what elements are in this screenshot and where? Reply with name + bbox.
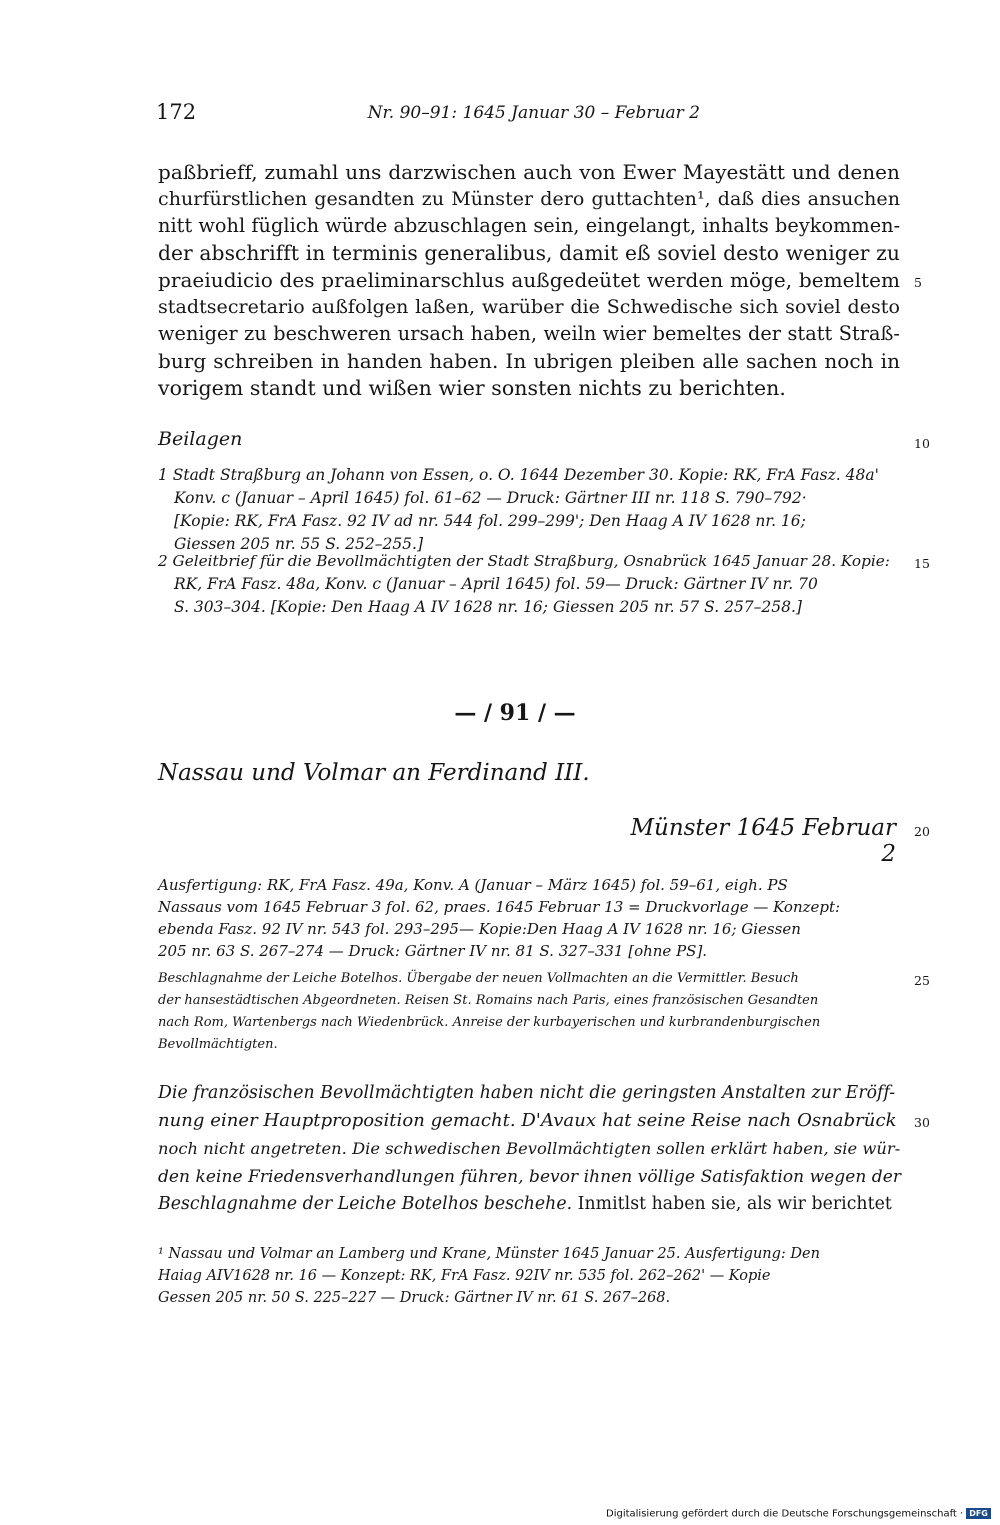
- ausfertigung-line: 205 nr. 63 S. 267–274 — Druck: Gärtner IV nr. 81 S. 327–331 [ohne PS].: [158, 942, 708, 960]
- line-number-15: 15: [914, 556, 930, 571]
- ausfertigung-line: ebenda Fasz. 92 IV nr. 543 fol. 293–295— Kopie:Den Haag A IV 1628 nr. 16; Giessen: [158, 920, 801, 938]
- line-number-20: 20: [914, 824, 930, 839]
- regest-line: Bevollmächtigten.: [158, 1037, 278, 1052]
- beilagen-line: 1 Stadt Straßburg an Johann von Essen, o. O. 1644 Dezember 30. Kopie: RK, FrA Fasz. 48a': [158, 466, 879, 484]
- footnote-line: Haiag AIV1628 nr. 16 — Konzept: RK, FrA Fasz. 92IV nr. 535 fol. 262–262' — Kopie: [158, 1268, 771, 1284]
- regest-line: der hansestädtischen Abgeordneten. Reisen St. Romains nach Paris, eines französischen Gesandten: [158, 993, 819, 1008]
- summary-line: noch nicht angetreten. Die schwedischen Bevollmächtigten sollen erklärt haben, sie wür-: [158, 1139, 901, 1158]
- line-number-30: 30: [914, 1115, 930, 1130]
- body-line: churfürstlichen gesandten zu Münster dero guttachten¹, daß dies ansuchen: [158, 188, 900, 210]
- body-line: vorigem standt und wißen wier sonsten nichts zu berichten.: [158, 376, 786, 400]
- line-number-25: 25: [914, 973, 930, 988]
- ausfertigung-line: Ausfertigung: RK, FrA Fasz. 49a, Konv. A (Januar – März 1645) fol. 59–61, eigh. PS: [158, 876, 788, 894]
- summary-italic-part: Beschlagnahme der Leiche Botelhos beschehe.: [158, 1194, 573, 1214]
- document-title: Nassau und Volmar an Ferdinand III.: [158, 760, 590, 786]
- beilagen-heading: Beilagen: [158, 428, 243, 450]
- beilagen-line: RK, FrA Fasz. 48a, Konv. c (Januar – April 1645) fol. 59— Druck: Gärtner IV nr. 70: [174, 575, 818, 593]
- dfg-logo: DFG: [966, 1508, 991, 1519]
- footnote-line: ¹ Nassau und Volmar an Lamberg und Krane, Münster 1645 Januar 25. Ausfertigung: Den: [158, 1246, 820, 1262]
- beilagen-line: Giessen 205 nr. 55 S. 252–255.]: [174, 535, 424, 553]
- summary-line: nung einer Hauptproposition gemacht. D'Avaux hat seine Reise nach Osnabrück: [158, 1110, 897, 1131]
- credit-text: Digitalisierung gefördert durch die Deutsche Forschungsgemeinschaft ·: [606, 1508, 964, 1520]
- body-line: nitt wohl füglich würde abzuschlagen sein, eingelangt, inhalts beykommen-: [158, 214, 901, 237]
- document-number: — / 91 / —: [454, 700, 576, 726]
- summary-line: den keine Friedensverhandlungen führen, bevor ihnen völlige Satisfaktion wegen der: [158, 1167, 902, 1187]
- summary-line-last: [158, 1191, 900, 1217]
- regest-line: Beschlagnahme der Leiche Botelhos. Übergabe der neuen Vollmachten an die Vermittler. Besuch: [158, 971, 799, 986]
- ausfertigung-line: Nassaus vom 1645 Februar 3 fol. 62, praes. 1645 Februar 13 = Druckvorlage — Konzept:: [158, 898, 841, 916]
- line-number-10: 10: [914, 436, 930, 451]
- beilagen-line: Konv. c (Januar – April 1645) fol. 61–62 — Druck: Gärtner III nr. 118 S. 790–792·: [174, 489, 807, 507]
- body-line: paßbrieff, zumahl uns darzwischen auch von Ewer Mayestätt und denen: [158, 160, 900, 184]
- body-line: praeiudicio des praeliminarschlus außgedeütet werden möge, bemeltem: [158, 268, 900, 292]
- summary-line: Die französischen Bevollmächtigten haben nicht die geringsten Anstalten zur Eröff-: [158, 1083, 896, 1103]
- body-line: burg schreiben in handen haben. In ubrigen pleiben alle sachen noch in: [158, 349, 900, 373]
- body-line: der abschrifft in terminis generalibus, damit eß soviel desto weniger zu: [158, 241, 900, 265]
- beilagen-line: S. 303–304. [Kopie: Den Haag A IV 1628 nr. 16; Giessen 205 nr. 57 S. 257–258.]: [174, 598, 802, 616]
- document-place-date: Münster 1645 Februar 2: [630, 815, 896, 867]
- running-title: Nr. 90–91: 1645 Januar 30 – Februar 2: [367, 103, 700, 123]
- body-line: stadtsecretario außfolgen laßen, warüber die Schwedische sich soviel desto: [158, 296, 900, 318]
- page-number: 172: [156, 100, 197, 124]
- beilagen-line: [Kopie: RK, FrA Fasz. 92 IV ad nr. 544 fol. 299–299'; Den Haag A IV 1628 nr. 16;: [174, 512, 806, 530]
- regest-line: nach Rom, Wartenbergs nach Wiedenbrück. Anreise der kurbayerischen und kurbrandenburgischen: [158, 1015, 821, 1030]
- line-number-5: 5: [914, 275, 922, 290]
- beilagen-line: 2 Geleitbrief für die Bevollmächtigten der Stadt Straßburg, Osnabrück 1645 Januar 28. Kopie:: [158, 552, 890, 570]
- body-line: weniger zu beschweren ursach haben, weiln wier bemeltes der statt Straß-: [158, 322, 900, 345]
- footnote-line: Gessen 205 nr. 50 S. 225–227 — Druck: Gärtner IV nr. 61 S. 267–268.: [158, 1290, 671, 1306]
- digitization-credit: [606, 1508, 991, 1520]
- summary-roman-part: Inmitlst haben sie, als wir berichtet: [572, 1194, 892, 1214]
